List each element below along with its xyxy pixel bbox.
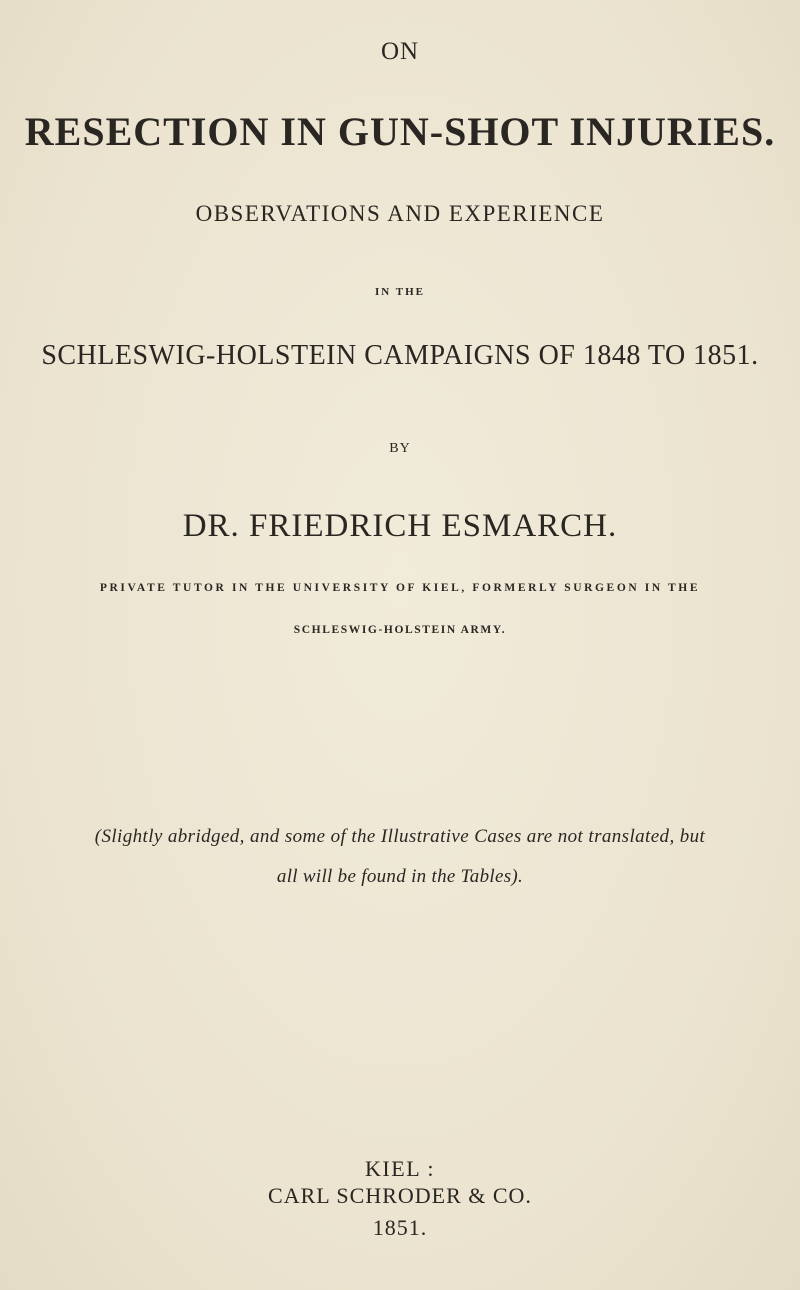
editorial-note-line-2: all will be found in the Tables).	[276, 866, 524, 887]
imprint-city: KIEL :	[365, 1156, 435, 1181]
editorial-note-line-1: (Slightly abridged, and some of the Illustrative Cases are not translated, but	[94, 826, 706, 847]
author-position-line-2: SCHLESWIG-HOLSTEIN ARMY.	[293, 624, 507, 636]
campaigns-line: SCHLESWIG-HOLSTEIN CAMPAIGNS OF 1848 TO 1851.	[41, 340, 759, 371]
main-title: RESECTION IN GUN-SHOT INJURIES.	[24, 109, 776, 154]
imprint-publisher: CARL SCHRODER & CO.	[268, 1183, 532, 1208]
subtitle: OBSERVATIONS AND EXPERIENCE	[195, 201, 605, 226]
preposition-on: ON	[380, 38, 420, 65]
author-name: DR. FRIEDRICH ESMARCH.	[182, 508, 618, 544]
by-line: BY	[389, 441, 411, 456]
connector-in-the: IN THE	[374, 286, 425, 298]
imprint-year: 1851.	[372, 1215, 428, 1240]
author-position-line-1: PRIVATE TUTOR IN THE UNIVERSITY OF KIEL, FORMERLY SURGEON IN THE	[99, 582, 701, 594]
